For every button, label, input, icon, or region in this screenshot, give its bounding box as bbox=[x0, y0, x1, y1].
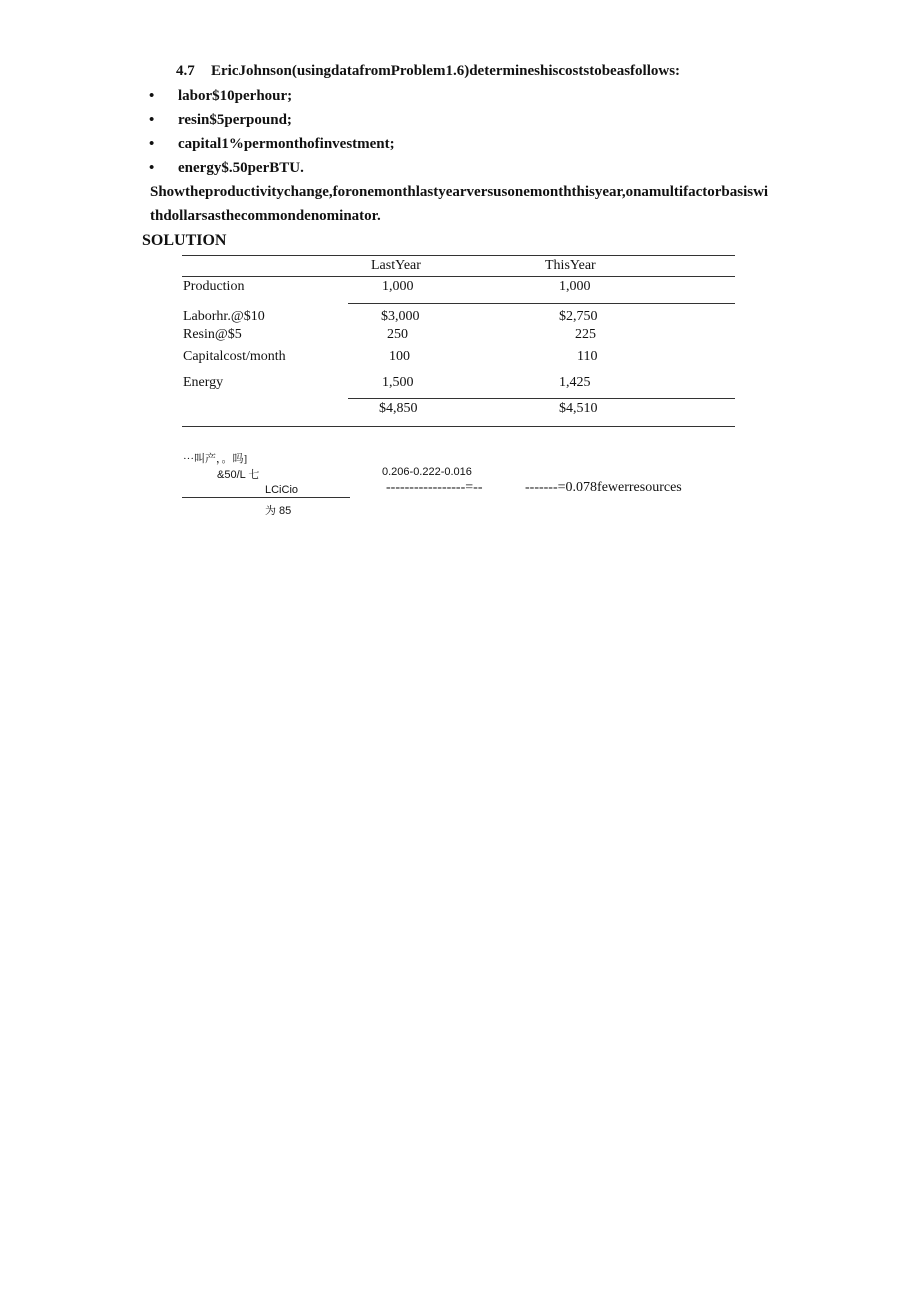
header-this-year: ThisYear bbox=[545, 258, 596, 273]
table-row-resin-last: 250 bbox=[387, 327, 408, 342]
problem-intro: EricJohnson(usingdatafromProblem1.6)determineshiscoststobeasfollows: bbox=[211, 63, 681, 79]
table-row-labor-label: Laborhr.@$10 bbox=[183, 309, 265, 324]
fraction-denominator: 为 85 bbox=[265, 505, 292, 517]
table-row-energy-label: Energy bbox=[183, 375, 224, 390]
total-rule bbox=[348, 398, 735, 399]
formula-middle-dashes: -----------------=-- bbox=[386, 480, 483, 495]
task-line-1: Showtheproductivitychange,foronemonthlastyearversusonemonththisyear,onamultifactorbasiswi bbox=[150, 184, 769, 200]
bullet-item-labor: labor$10perhour; bbox=[178, 88, 293, 104]
bullet-item-energy: energy$.50perBTU. bbox=[178, 160, 304, 176]
production-rule bbox=[348, 303, 735, 304]
table-row-energy-this: 1,425 bbox=[559, 375, 591, 390]
bullet-icon: • bbox=[149, 136, 155, 152]
fraction-numerator: LCiCio bbox=[265, 484, 299, 496]
table-row-resin-label: Resin@$5 bbox=[183, 327, 242, 342]
production-last: 1,000 bbox=[382, 279, 414, 294]
bullet-icon: • bbox=[149, 112, 155, 128]
fraction-bar bbox=[182, 497, 350, 498]
bullet-icon: • bbox=[149, 160, 155, 176]
table-row-capital-this: 110 bbox=[577, 349, 598, 364]
total-last: $4,850 bbox=[379, 401, 418, 416]
table-top-rule bbox=[182, 255, 735, 256]
table-row-resin-this: 225 bbox=[575, 327, 596, 342]
formula-garbled-line-1: ···叫产，。吗] bbox=[183, 453, 248, 465]
table-bottom-rule bbox=[182, 426, 735, 427]
bullet-item-capital: capital1%permonthofinvestment; bbox=[178, 136, 395, 152]
total-this: $4,510 bbox=[559, 401, 598, 416]
formula-garbled-line-2: &50/L 七 bbox=[217, 469, 260, 481]
task-line-2: thdollarsasthecommondenominator. bbox=[150, 208, 381, 224]
production-label: Production bbox=[183, 279, 245, 294]
table-row-labor-this: $2,750 bbox=[559, 309, 598, 324]
header-rule bbox=[182, 276, 735, 277]
header-last-year: LastYear bbox=[371, 258, 421, 273]
formula-result: -------=0.078fewerresources bbox=[525, 480, 682, 495]
table-row-capital-last: 100 bbox=[389, 349, 410, 364]
solution-heading: SOLUTION bbox=[142, 232, 227, 249]
problem-number: 4.7 bbox=[176, 63, 195, 79]
table-row-labor-last: $3,000 bbox=[381, 309, 420, 324]
table-row-energy-last: 1,500 bbox=[382, 375, 414, 390]
bullet-icon: • bbox=[149, 88, 155, 104]
production-this: 1,000 bbox=[559, 279, 591, 294]
table-row-capital-label: Capitalcost/month bbox=[183, 349, 286, 364]
formula-middle-values: 0.206-0.222-0.016 bbox=[382, 466, 472, 478]
bullet-item-resin: resin$5perpound; bbox=[178, 112, 292, 128]
